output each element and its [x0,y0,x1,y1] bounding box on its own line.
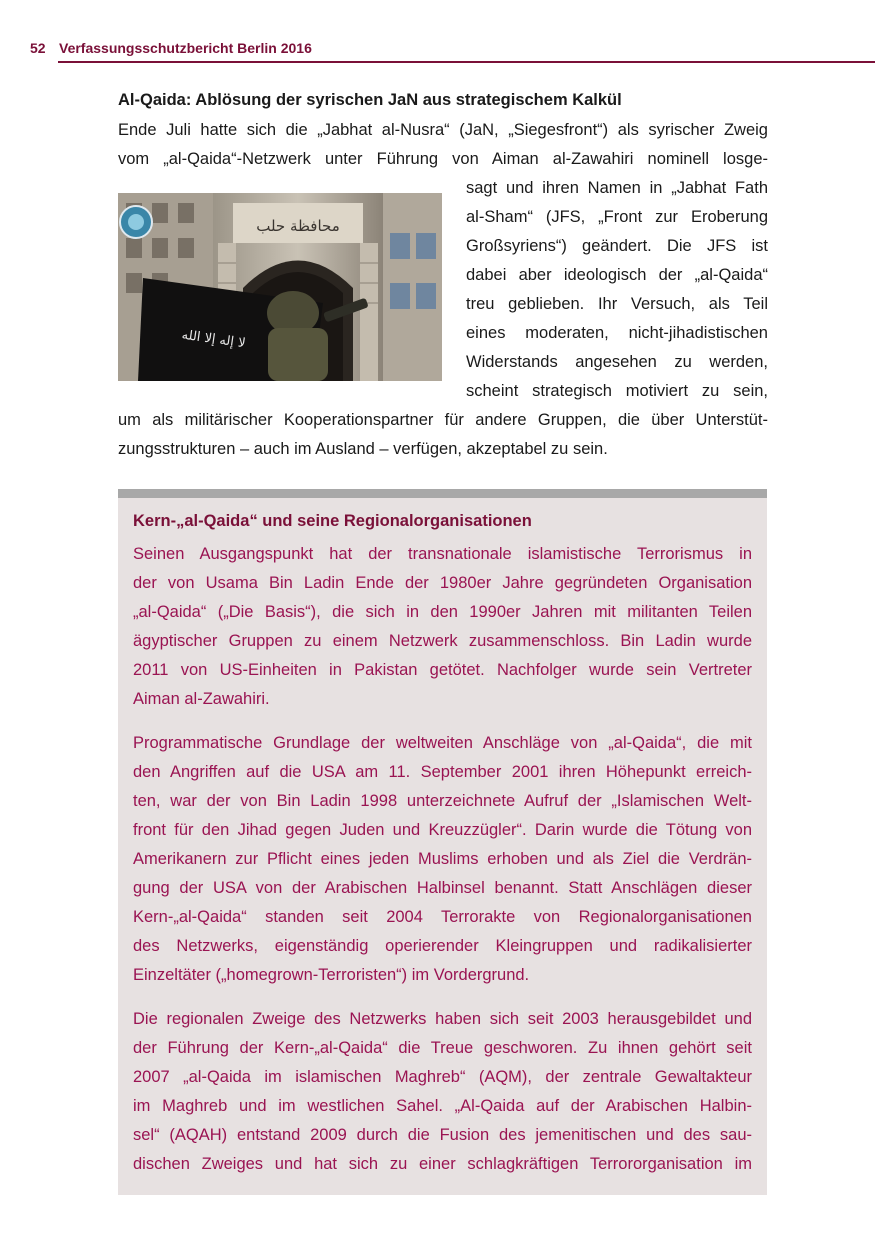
publication-title: Verfassungsschutzbericht Berlin 2016 [59,40,312,56]
body-line: um als militärischer Kooperationspartner für andere Gruppen, die über Unterstüt- [118,411,768,429]
info-line: Die regionalen Zweige des Netzwerks haben sich seit 2003 herausgebildet und [133,1010,752,1028]
running-header [30,38,875,62]
info-line: Programmatische Grundlage der weltweiten Anschläge von „al-Qaida“, die mit [133,734,752,752]
info-line: Einzeltäter („homegrown-Terroristen“) im Vordergrund. [133,966,530,984]
info-line: ägyptischer Gruppen zu einem Netzwerk zusammenschloss. Bin Ladin wurde [133,632,752,650]
header-rule [58,61,875,63]
photo-illustration [118,193,442,381]
info-line: Seinen Ausgangspunkt hat der transnationale islamistische Terrorismus in [133,545,752,563]
info-line: dischen Zweiges und hat sich zu einer schlagkräftigen Terrororganisation im [133,1155,752,1173]
body-line: Widerstands angesehen zu werden, [466,353,768,371]
info-line: der Führung der Kern-„al-Qaida“ die Treue geschworen. Zu ihnen gehört seit [133,1039,752,1057]
info-line: ten, war der von Bin Ladin 1998 unterzeichnete Aufruf der „Islamischen Welt- [133,792,752,810]
body-line: zungsstrukturen – auch im Ausland – verfügen, akzeptabel zu sein. [118,440,608,458]
body-line: al-Sham“ (JFS, „Front zur Eroberung [466,208,768,226]
info-line: des Netzwerks, eigenständig operierender Kleingruppen und radikalisierter [133,937,752,955]
info-line: 2007 „al-Qaida im islamischen Maghreb“ (AQM), der zentrale Gewaltakteur [133,1068,752,1086]
info-line: der von Usama Bin Ladin Ende der 1980er Jahre gegründeten Organisation [133,574,752,592]
gate-banner-text: محافظة حلب [256,217,340,235]
info-box [118,489,767,1195]
info-line: front für den Jihad gegen Juden und Kreuzzügler“. Darin wurde die Tötung von [133,821,752,839]
page-number: 52 [30,40,46,56]
info-line: „al-Qaida“ („Die Basis“), die sich in den 1990er Jahren mit militanten Teilen [133,603,752,621]
flag-text: لا إله إلا الله [180,327,247,352]
body-line: sagt und ihren Namen in „Jabhat Fath [466,179,768,197]
info-line: Kern-„al-Qaida“ standen seit 2004 Terrorakte von Regionalorganisationen [133,908,752,926]
body-line: dabei aber ideologisch der „al-Qaida“ [466,266,768,284]
body-line: treu geblieben. Ihr Versuch, als Teil [466,295,768,313]
info-line: den Angriffen auf die USA am 11. September 2001 ihren Höhepunkt erreich- [133,763,752,781]
info-line: gung der USA von der Arabischen Halbinsel benannt. Statt Anschlägen dieser [133,879,752,897]
body-line: scheint strategisch motiviert zu sein, [466,382,768,400]
body-line: eines moderaten, nicht-jihadistischen [466,324,768,342]
info-line: Aiman al-Zawahiri. [133,690,270,708]
info-line: Amerikanern zur Pflicht eines jeden Muslims erhoben und als Ziel die Verdrän- [133,850,752,868]
info-line: im Maghreb und im westlichen Sahel. „Al-Qaida auf der Arabischen Halbin- [133,1097,752,1115]
section-heading: Al-Qaida: Ablösung der syrischen JaN aus strategischem Kalkül [118,91,622,109]
info-box-title: Kern-„al-Qaida“ und seine Regionalorganisationen [133,512,532,530]
news-photo [118,193,442,381]
body-line: Ende Juli hatte sich die „Jabhat al-Nusra“ (JaN, „Siegesfront“) als syrischer Zweig [118,121,768,139]
body-line: Großsyriens“) geändert. Die JFS ist [466,237,768,255]
info-line: sel“ (AQAH) entstand 2009 durch die Fusion des jemenitischen und des sau- [133,1126,752,1144]
body-line: vom „al-Qaida“-Netzwerk unter Führung von Aiman al-Zawahiri nominell losge- [118,150,768,168]
info-line: 2011 von US-Einheiten in Pakistan getötet. Nachfolger wurde sein Vertreter [133,661,752,679]
